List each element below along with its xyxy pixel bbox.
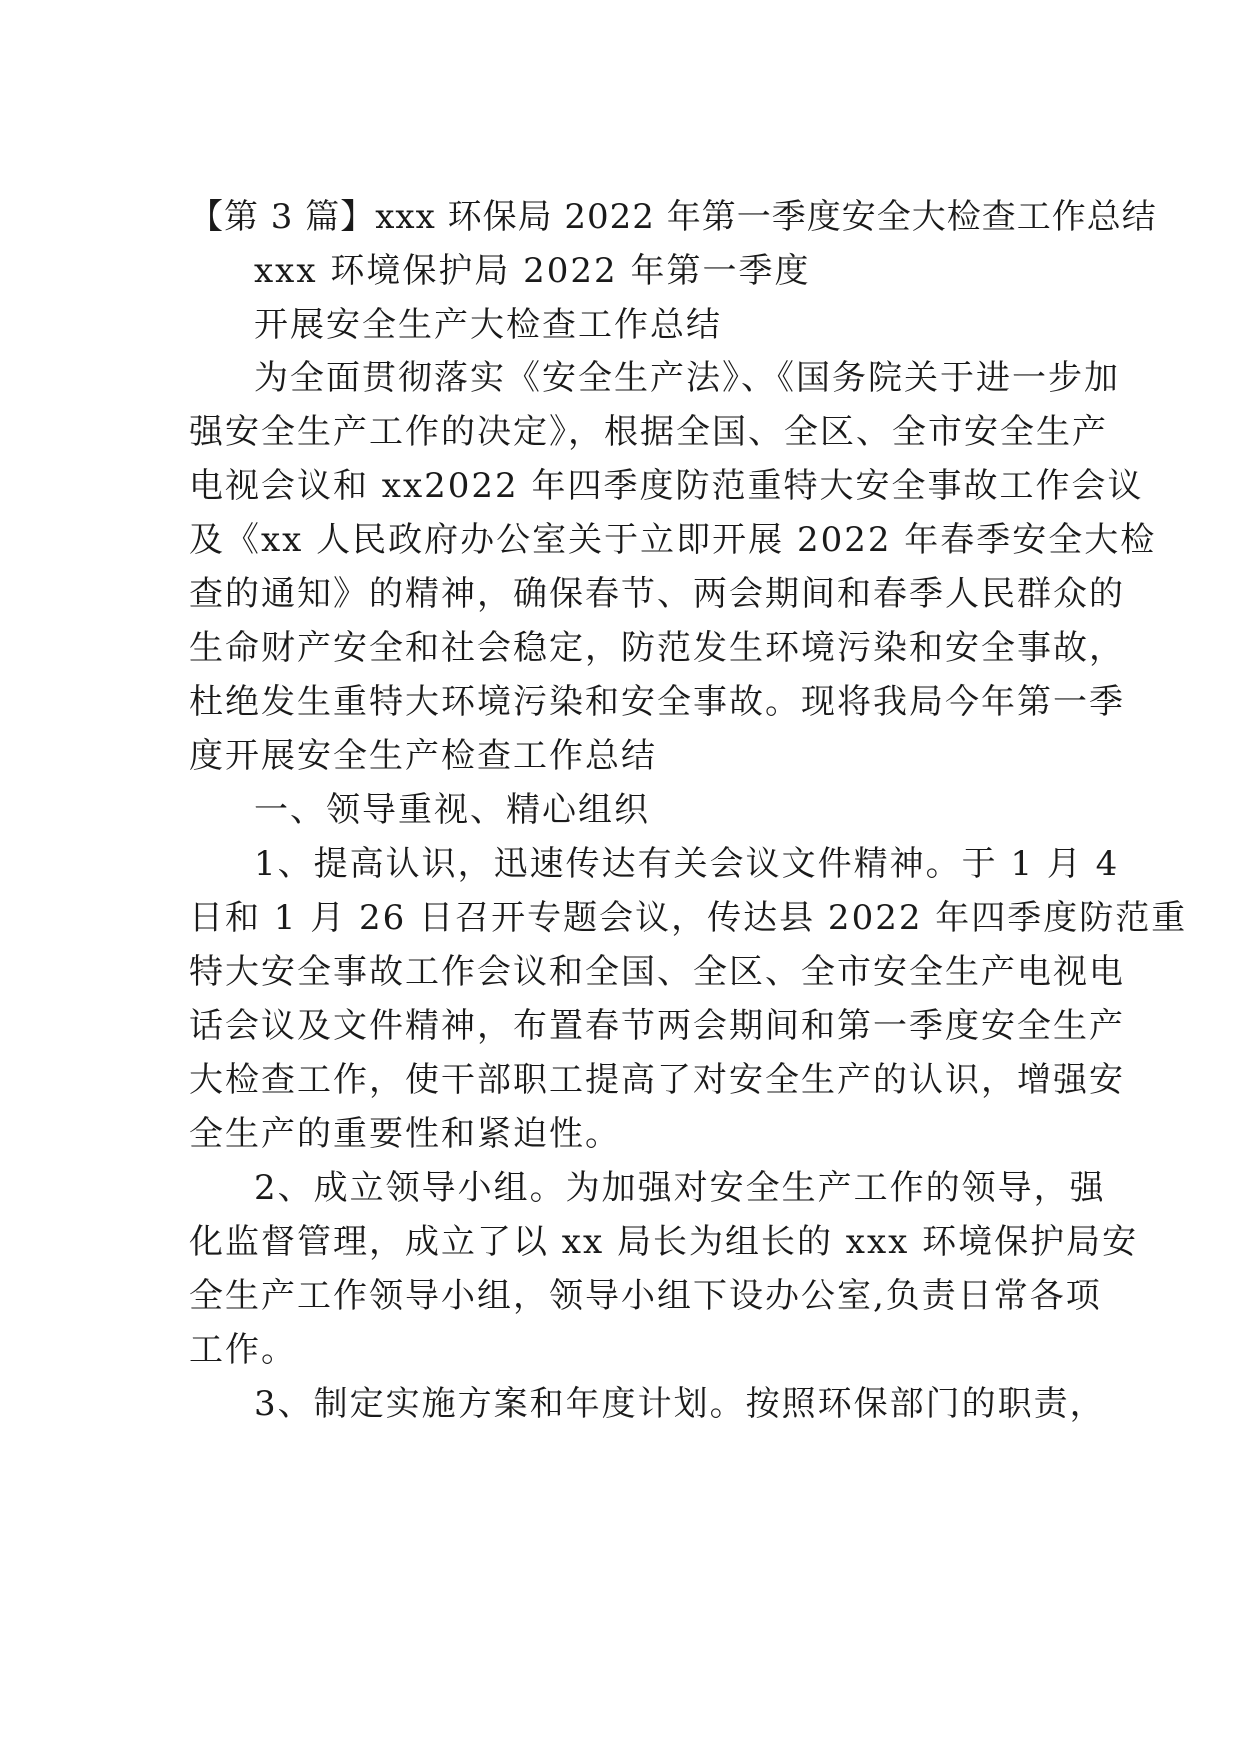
- body-line: 电视会议和 xx2022 年四季度防范重特大安全事故工作会议: [189, 466, 1144, 506]
- body-line: 全生产的重要性和紧迫性。: [189, 1114, 621, 1154]
- body-line: 日和 1 月 26 日召开专题会议，传达县 2022 年四季度防范重: [189, 898, 1188, 938]
- body-line: 1、提高认识，迅速传达有关会议文件精神。于 1 月 4: [254, 844, 1120, 884]
- body-line: 杜绝发生重特大环境污染和安全事故。现将我局今年第一季: [189, 682, 1125, 722]
- body-line: 2、成立领导小组。为加强对安全生产工作的领导，强: [254, 1168, 1106, 1208]
- body-line: 为全面贯彻落实《安全生产法》、《国务院关于进一步加: [254, 358, 1120, 398]
- body-line: 话会议及文件精神，布置春节两会期间和第一季度安全生产: [189, 1006, 1125, 1046]
- document-title: 【第 3 篇】xxx 环保局 2022 年第一季度安全大检查工作总结: [189, 197, 1157, 237]
- body-line: 生命财产安全和社会稳定，防范发生环境污染和安全事故，: [189, 628, 1125, 668]
- document-subtitle-2: 开展安全生产大检查工作总结: [254, 305, 722, 345]
- body-line: 全生产工作领导小组，领导小组下设办公室,负责日常各项: [189, 1276, 1102, 1316]
- document-subtitle-1: xxx 环境保护局 2022 年第一季度: [254, 251, 811, 291]
- body-line: 3、制定实施方案和年度计划。按照环保部门的职责，: [254, 1384, 1106, 1424]
- body-line: 查的通知》的精神，确保春节、两会期间和春季人民群众的: [189, 574, 1125, 614]
- body-line: 及《xx 人民政府办公室关于立即开展 2022 年春季安全大检: [189, 520, 1157, 560]
- body-line: 工作。: [189, 1330, 297, 1370]
- body-line: 化监督管理，成立了以 xx 局长为组长的 xxx 环境保护局安: [189, 1222, 1139, 1262]
- body-line: 强安全生产工作的决定》，根据全国、全区、全市安全生产: [189, 412, 1108, 452]
- body-line: 度开展安全生产检查工作总结: [189, 736, 657, 776]
- section-heading: 一、领导重视、精心组织: [254, 790, 650, 830]
- body-line: 特大安全事故工作会议和全国、全区、全市安全生产电视电: [189, 952, 1125, 992]
- body-line: 大检查工作，使干部职工提高了对安全生产的认识，增强安: [189, 1060, 1125, 1100]
